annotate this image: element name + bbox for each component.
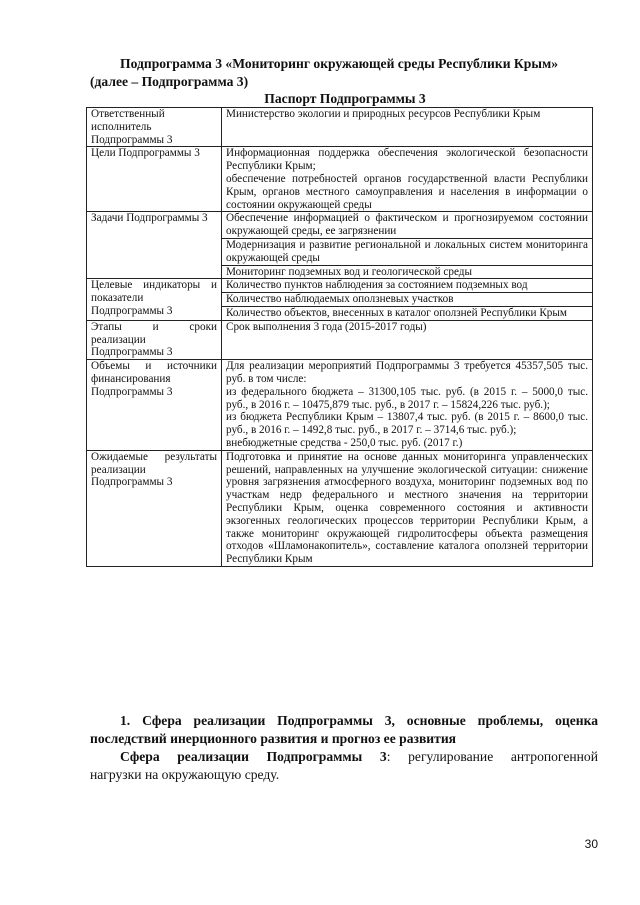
- subprogram-title: [90, 55, 600, 91]
- row-label-tasks: Задачи Подпрограммы 3: [87, 212, 222, 279]
- passport-heading: Паспорт Подпрограммы 3: [264, 91, 426, 106]
- row-value-funding: [222, 360, 593, 451]
- section-heading-line-1: 1. Сфера реализации Подпрограммы 3, основные проблемы, оценка: [120, 713, 598, 728]
- row-value-results: Подготовка и принятие на основе данных мониторинга управленческих решений, направленных на улучшение экологической ситуации: снижение уровня загрязнения атмосферного воздуха, мониторинг подземных вод по участкам недр федерального и местного значения на территории Республики Крым, оценка современного состояния и активности экзогенных геологических процессов территории Республики Крым, а также мониторинг окружающей гидролитосферы объекта размещения отходов «Шламонакопитель», составление каталога оползней территории Республики Крым: [222, 450, 593, 566]
- page-number: 30: [584, 837, 598, 851]
- row-label-executor: Ответственный исполнитель Подпрограммы 3: [87, 108, 222, 147]
- table-row: [87, 108, 593, 147]
- passport-table: [86, 107, 593, 567]
- section-heading-line-2: последствий инерционного развития и прогноз ее развития: [90, 731, 457, 746]
- goal-item: Информационная поддержка обеспечения экологической безопасности Республики Крым;: [226, 147, 588, 173]
- indicator-item: Количество пунктов наблюдения за состоянием подземных вод: [222, 279, 593, 293]
- paragraph-line-1: [90, 748, 598, 766]
- row-label-results: Ожидаемые результаты реализации Подпрограммы 3: [87, 450, 222, 566]
- funding-extrabudget: внебюджетные средства - 250,0 тыс. руб. (2017 г.): [226, 436, 463, 449]
- funding-federal: из федерального бюджета – 31300,105 тыс. руб. (в 2015 г. – 5000,0 тыс. руб., в 2016 г. – 10475,879 тыс. руб., в 2017 г. – 15824,226 тыс. руб.);: [226, 385, 588, 411]
- row-label-goals: Цели Подпрограммы 3: [87, 147, 222, 212]
- table-row: [87, 360, 593, 451]
- section-paragraph: [90, 748, 598, 784]
- indicator-item: Количество объектов, внесенных в каталог оползней Республики Крым: [222, 306, 593, 320]
- table-row: [87, 147, 593, 212]
- row-value-goals: [222, 147, 593, 212]
- section-heading: [90, 712, 598, 748]
- row-label-indicators: Целевые индикаторы и показатели Подпрограммы 3: [87, 279, 222, 320]
- funding-regional: из бюджета Республики Крым – 13807,4 тыс. руб. (в 2015 г. – 8600,0 тыс. руб., в 2016 г. – 1492,8 тыс. руб., в 2017 г. – 3714,6 тыс. руб.);: [226, 411, 588, 437]
- title-line-2: (далее – Подпрограмма 3): [90, 74, 249, 89]
- goal-item: обеспечение потребностей органов государственной власти Республики Крым, органов местного самоуправления и населения в информации о состоянии окружающей среды: [226, 172, 588, 211]
- paragraph-line-1-rest: : регулирование антропогенной: [386, 749, 598, 764]
- row-label-funding: Объемы и источники финансирования Подпрограммы 3: [87, 360, 222, 451]
- table-row: [87, 212, 593, 239]
- task-item: Обеспечение информацией о фактическом и прогнозируемом состоянии окружающей среды, ее загрязнении: [222, 212, 593, 239]
- table-row: [87, 450, 593, 566]
- table-row: [87, 320, 593, 359]
- table-row: [87, 279, 593, 293]
- funding-total: Для реализации мероприятий Подпрограммы 3 требуется 45357,505 тыс. руб. в том числе:: [226, 360, 588, 385]
- indicator-item: Количество наблюдаемых оползневых участков: [222, 293, 593, 307]
- paragraph-line-2: нагрузки на окружающую среду.: [90, 767, 280, 782]
- title-line-1: Подпрограмма 3 «Мониторинг окружающей среды Республики Крым»: [120, 56, 559, 71]
- paragraph-bold-term: Сфера реализации Подпрограммы 3: [120, 749, 387, 764]
- task-item: Модернизация и развитие региональной и локальных систем мониторинга окружающей среды: [222, 238, 593, 265]
- task-item: Мониторинг подземных вод и геологической среды: [222, 265, 593, 279]
- row-value-executor: Министерство экологии и природных ресурсов Республики Крым: [222, 108, 593, 147]
- row-value-stages: Срок выполнения 3 года (2015-2017 годы): [222, 320, 593, 359]
- row-label-stages: Этапы и сроки реализации Подпрограммы 3: [87, 320, 222, 359]
